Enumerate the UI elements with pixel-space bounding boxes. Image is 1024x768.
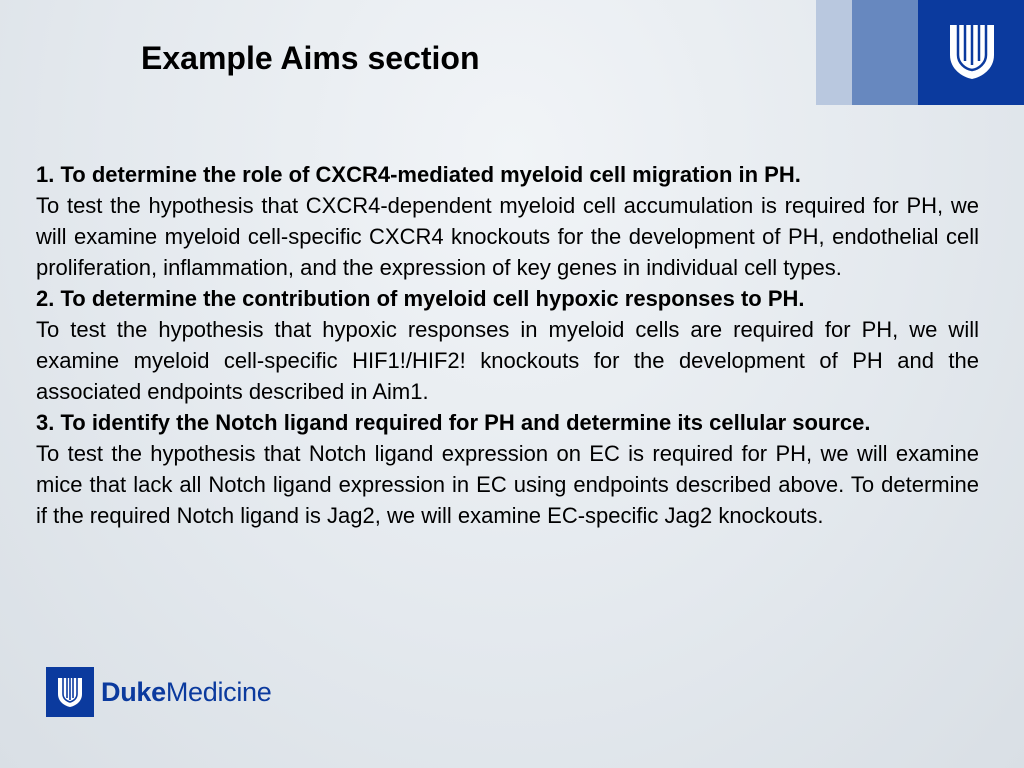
aim-2-body: To test the hypothesis that hypoxic responses in myeloid cells are required for PH, we will examine myeloid cell-specific HIF1!/HIF2! knockouts for the development of PH and the associated endpoints described in Aim1. [36,317,979,404]
logo-shield-box [46,667,94,717]
aims-content [36,159,979,531]
duke-medicine-logo [46,667,271,717]
slide-title: Example Aims section [141,40,480,76]
duke-shield-icon [56,676,84,708]
header-banner [816,0,1024,105]
aim-1-body: To test the hypothesis that CXCR4-dependent myeloid cell accumulation is required for PH, we will examine myeloid cell-specific CXCR4 knockouts for the development of PH, endothelial cell proliferation, inflammation, and the expression of key genes in individual cell types. [36,193,979,280]
aim-2-heading: 2. To determine the contribution of myeloid cell hypoxic responses to PH. [36,286,805,311]
banner-stripe-light [816,0,852,105]
logo-word-medicine: Medicine [165,676,272,707]
logo-wordmark [101,677,271,708]
duke-shield-icon [946,21,998,81]
banner-stripe-mid [852,0,918,105]
aim-1-heading: 1. To determine the role of CXCR4-mediated myeloid cell migration in PH. [36,162,801,187]
logo-word-duke: Duke [101,676,166,707]
aim-3-heading: 3. To identify the Notch ligand required for PH and determine its cellular source. [36,410,871,435]
aim-3-body: To test the hypothesis that Notch ligand expression on EC is required for PH, we will examine mice that lack all Notch ligand expression in EC using endpoints described above. To determine if the required Notch ligand is Jag2, we will examine EC-specific Jag2 knockouts. [36,441,979,528]
